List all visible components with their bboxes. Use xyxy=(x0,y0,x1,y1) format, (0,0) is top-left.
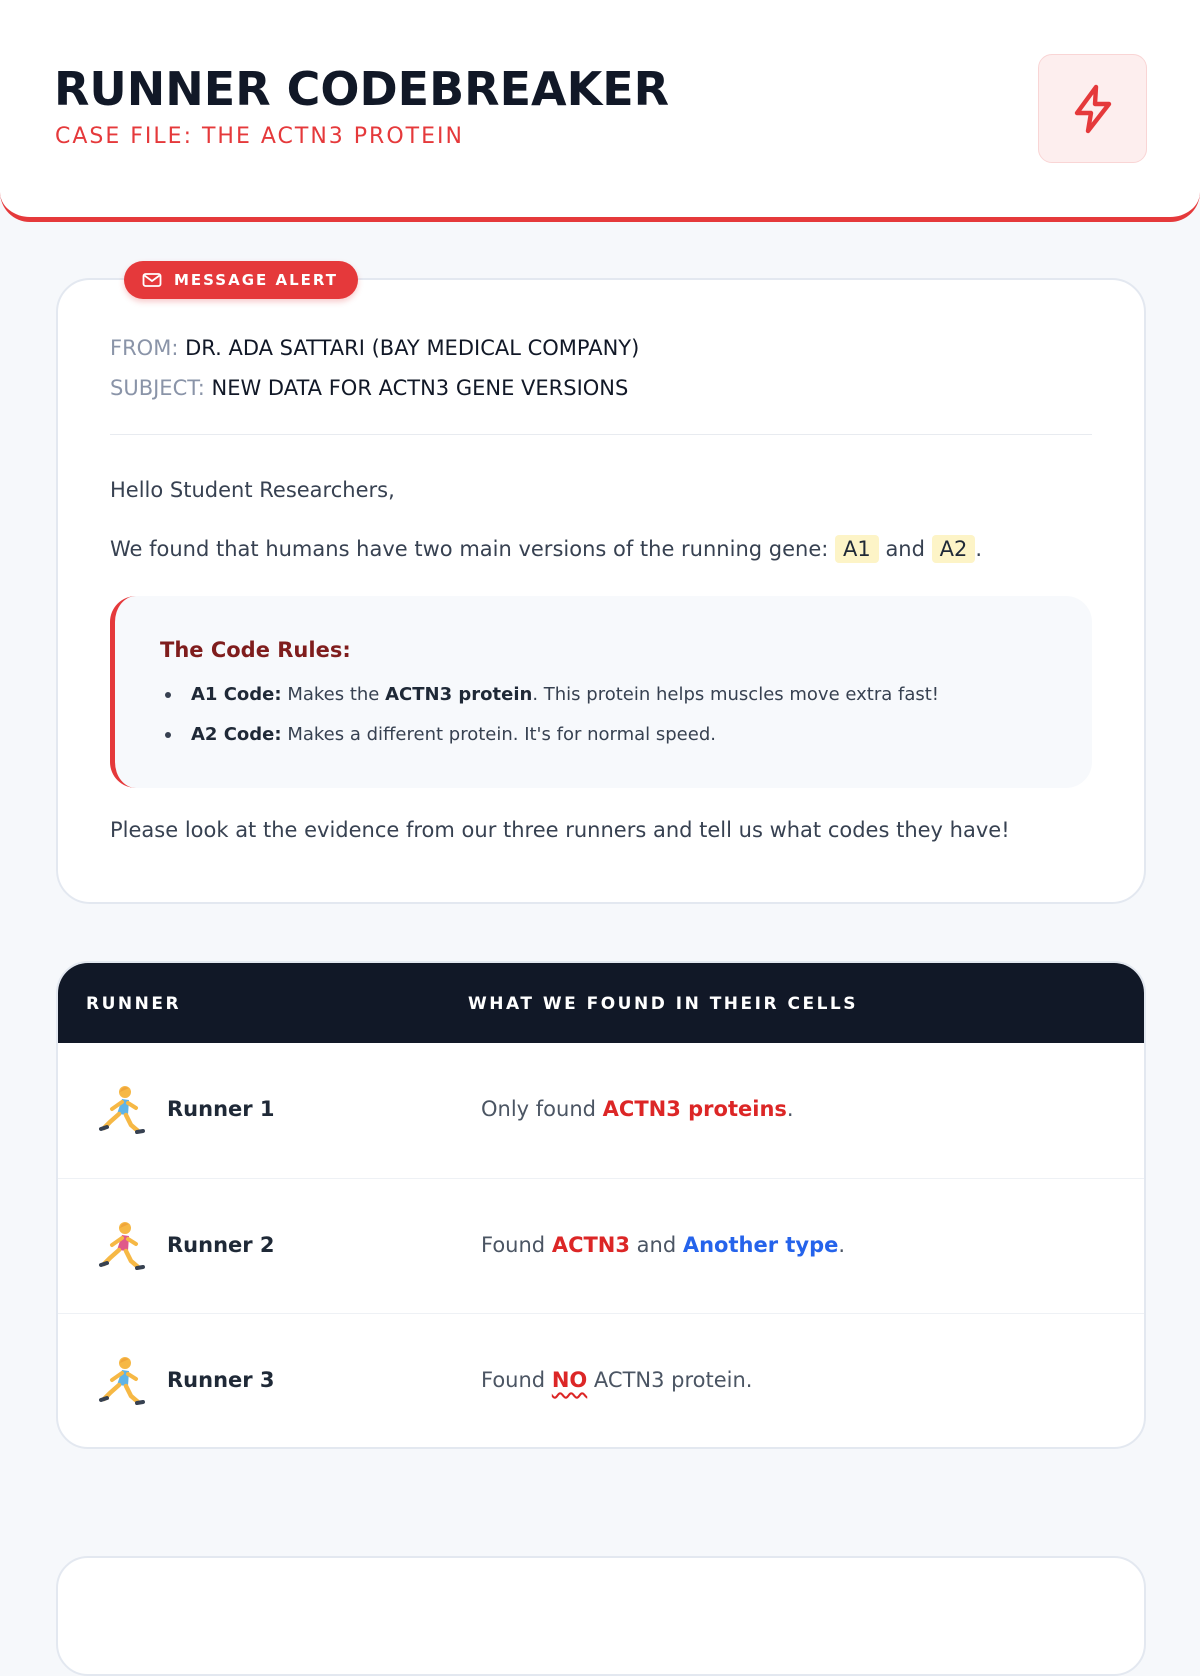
runner-name: Runner 2 xyxy=(167,1233,275,1257)
lightning-button[interactable] xyxy=(1038,54,1147,163)
rule-a1-text-2: . This protein helps muscles move extra fast! xyxy=(532,684,940,705)
message-alert-badge xyxy=(124,261,358,299)
rule-a2-label: A2 Code: xyxy=(191,724,282,745)
mail-icon xyxy=(142,272,162,288)
finding-text: Only found xyxy=(481,1097,603,1121)
finding-text: ACTN3 protein. xyxy=(587,1368,753,1392)
app-title: RUNNER CODEBREAKER xyxy=(54,62,670,116)
rule-a1-text-1: Makes the xyxy=(287,684,380,705)
runner-finding xyxy=(481,1233,845,1257)
finding-text: Found xyxy=(481,1233,552,1257)
code-rules-title: The Code Rules: xyxy=(160,638,351,662)
rule-a1-label: A1 Code: xyxy=(191,684,282,705)
header-runner: RUNNER xyxy=(86,994,182,1014)
next-section-card xyxy=(56,1556,1146,1676)
subject-value: NEW DATA FOR ACTN3 GENE VERSIONS xyxy=(211,376,629,400)
finding-actn3: ACTN3 xyxy=(551,1233,630,1257)
intro-end: . xyxy=(975,537,983,561)
finding-text: Found xyxy=(481,1368,552,1392)
rule-item-a2 xyxy=(165,724,716,745)
message-subject xyxy=(110,376,628,400)
runner-evidence-table xyxy=(56,961,1146,1449)
bullet-icon xyxy=(165,692,171,698)
rule-a1-bold: ACTN3 protein xyxy=(385,684,533,705)
intro-text: We found that humans have two main versions of the running gene: xyxy=(110,537,829,561)
message-from xyxy=(110,336,639,360)
table-row xyxy=(58,1313,1146,1448)
finding-text: . xyxy=(838,1233,846,1257)
message-alert-label: MESSAGE ALERT xyxy=(174,271,339,289)
runner-finding xyxy=(481,1097,794,1121)
intro-and: and xyxy=(885,537,925,561)
subject-label: SUBJECT: xyxy=(110,376,205,400)
runner-name: Runner 3 xyxy=(167,1368,275,1392)
rule-item-a1 xyxy=(165,684,939,705)
from-value: DR. ADA SATTARI (BAY MEDICAL COMPANY) xyxy=(185,336,640,360)
code-chip-a1: A1 xyxy=(835,535,879,563)
message-divider xyxy=(110,434,1092,435)
runner-icon xyxy=(98,1220,148,1274)
message-intro xyxy=(110,537,982,561)
finding-text: and xyxy=(630,1233,683,1257)
finding-another-type: Another type xyxy=(682,1233,839,1257)
runner-name: Runner 1 xyxy=(167,1097,275,1121)
rule-a2-text: Makes a different protein. It's for normal speed. xyxy=(287,724,716,745)
runner-icon xyxy=(98,1084,148,1138)
bullet-icon xyxy=(165,732,171,738)
table-row xyxy=(58,1178,1146,1313)
table-row xyxy=(58,1043,1146,1178)
finding-text: . xyxy=(786,1097,794,1121)
header-findings: WHAT WE FOUND IN THEIR CELLS xyxy=(468,994,858,1014)
code-chip-a2: A2 xyxy=(932,535,976,563)
lightning-icon xyxy=(1069,83,1117,135)
message-greeting: Hello Student Researchers, xyxy=(110,478,395,502)
message-card xyxy=(56,278,1146,904)
finding-no: NO xyxy=(551,1368,588,1392)
runner-finding xyxy=(481,1368,752,1392)
from-label: FROM: xyxy=(110,336,179,360)
table-header xyxy=(58,963,1146,1043)
app-header xyxy=(0,0,1200,222)
runner-icon xyxy=(98,1355,148,1409)
case-file-subtitle: CASE FILE: THE ACTN3 PROTEIN xyxy=(55,124,464,149)
code-rules-box xyxy=(110,596,1092,788)
message-closing: Please look at the evidence from our three runners and tell us what codes they have! xyxy=(110,818,1010,842)
finding-actn3: ACTN3 proteins xyxy=(602,1097,787,1121)
